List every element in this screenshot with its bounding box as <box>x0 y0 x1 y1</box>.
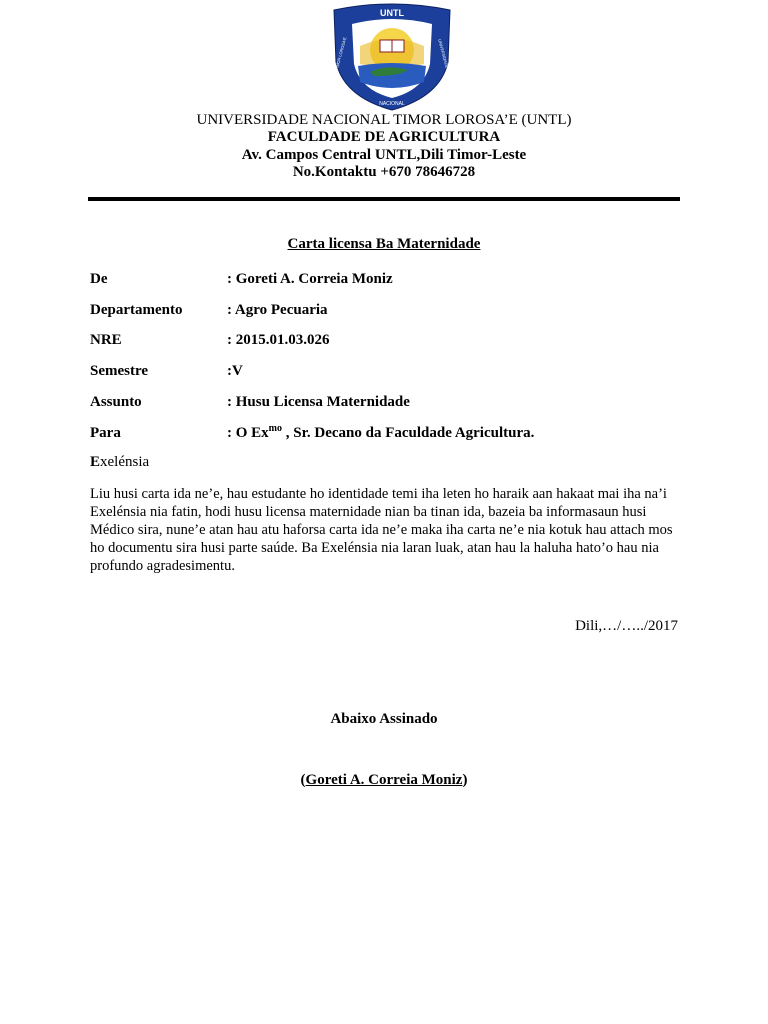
greeting-initial: E <box>90 454 101 470</box>
field-value <box>227 424 534 442</box>
field-value-suffix: , Sr. Decano da Faculdade Agricultura. <box>282 425 535 441</box>
field-value: : 2015.01.03.026 <box>227 332 330 348</box>
field-label: De <box>90 271 108 287</box>
contact-number: No.Kontaktu +670 78646728 <box>292 164 476 180</box>
field-value-prefix: : O Ex <box>227 425 269 441</box>
logo-text-right: UNIVERSIDADE <box>437 38 450 69</box>
field-value: : Agro Pecuaria <box>227 302 328 318</box>
field-value: : Husu Licensa Maternidade <box>227 394 410 410</box>
signature-name: Goreti A. Correia Moniz <box>305 772 463 788</box>
university-name: UNIVERSIDADE NACIONAL TIMOR LOROSA’E (UNTL) <box>196 112 572 128</box>
field-label: NRE <box>90 332 122 348</box>
address: Av. Campos Central UNTL,Dili Timor-Leste <box>241 147 527 163</box>
university-logo <box>330 2 454 112</box>
header-divider <box>88 197 680 201</box>
letter-title-text: Carta licensa Ba Maternidade <box>287 236 481 252</box>
field-label: Departamento <box>90 302 183 318</box>
letter-body: Liu husi carta ida ne’e, hau estudante ho identidade temi iha leten ho haraik aan hakaat mai iha na’i Exelénsia nia fatin, hodi husu licensa maternidade nian ba tinan ida, bazeia ba informasaun husi Médico sira, nune’e atan hau atu haforsa carta ida ne’e maka iha carta ne’e nia kotuk hau attach mos ho documentu sira husi parte saúde. Ba Exelénsia nia laran luak, atan hau la haluha hato’o hau nia profundo agradesimentu. <box>90 486 673 574</box>
field-value: : Goreti A. Correia Moniz <box>227 271 393 287</box>
faculty-name: FACULDADE DE AGRICULTURA <box>267 129 501 145</box>
greeting-rest: xelénsia <box>100 454 150 470</box>
greeting <box>90 454 149 471</box>
letter-date: Dili,…/…../2017 <box>575 618 678 634</box>
field-value: :V <box>227 363 243 379</box>
field-label: Assunto <box>90 394 142 410</box>
signature-open: ( <box>300 772 306 788</box>
logo-text-bottom: NACIONAL <box>379 101 405 107</box>
letter-title <box>0 236 768 253</box>
signature <box>0 772 768 789</box>
signature-close: ) <box>462 772 468 788</box>
logo-text-top: UNTL <box>380 8 404 18</box>
logo-text-left: TIMOR LOROSA'E <box>333 36 348 71</box>
closing: Abaixo Assinado <box>330 711 438 727</box>
field-label: Semestre <box>90 363 149 379</box>
field-value-superscript: mo <box>268 423 283 434</box>
field-label: Para <box>90 425 121 441</box>
